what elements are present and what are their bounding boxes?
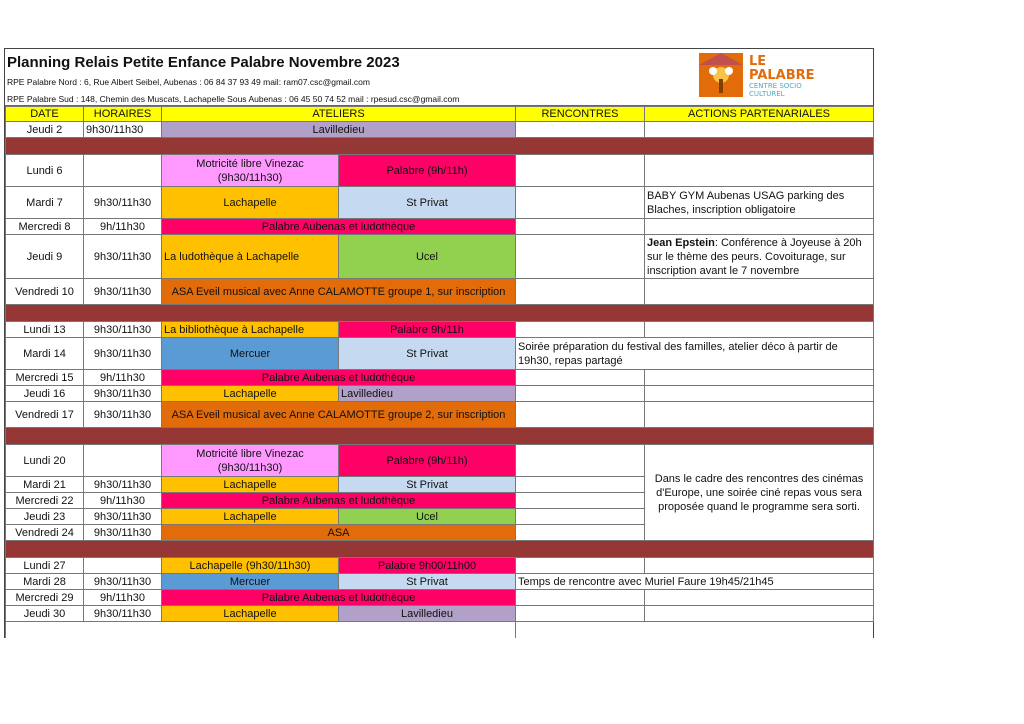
palabre-logo [697,51,827,99]
action-speaker: Jean Epstein [647,236,715,249]
atelier-cell: St Privat [339,187,516,219]
atelier-cell: St Privat [339,338,516,370]
atelier-cell: Lavilledieu [339,606,516,622]
table-row [6,155,874,187]
atelier-cell: Lavilledieu [339,386,516,402]
date-cell: Lundi 20 [6,445,84,477]
header-row [6,107,874,122]
table-row [6,219,874,235]
col-date: DATE [6,107,84,122]
atelier-cell: St Privat [339,477,516,493]
hours-cell: 9h30/11h30 [84,509,162,525]
date-cell: Vendredi 24 [6,525,84,541]
col-horaires: HORAIRES [84,107,162,122]
date-cell: Mardi 14 [6,338,84,370]
hours-cell: 9h30/11h30 [84,279,162,305]
logo-line1: LE [749,54,767,69]
atelier-cell: ASA Eveil musical avec Anne CALAMOTTE groupe 2, sur inscription [162,402,516,428]
date-cell: Jeudi 23 [6,509,84,525]
rencontre-cell: Temps de rencontre avec Muriel Faure 19h45/21h45 [516,574,874,590]
atelier-cell: ASA [162,525,516,541]
week-separator [6,305,874,322]
col-rencontres: RENCONTRES [516,107,645,122]
atelier-cell: Palabre Aubenas et ludothèque [162,219,516,235]
action-cell: BABY GYM Aubenas USAG parking des Blaches, inscription obligatoire [645,187,874,219]
hours-cell: 9h30/11h30 [84,477,162,493]
sheet-header [5,49,873,106]
hours-cell: 9h30/11h30 [84,122,162,138]
table-row [6,187,874,219]
hours-cell: 9h/11h30 [84,590,162,606]
date-cell: Vendredi 10 [6,279,84,305]
hours-cell: 9h30/11h30 [84,338,162,370]
date-cell: Jeudi 9 [6,235,84,279]
hours-cell: 9h/11h30 [84,219,162,235]
atelier-cell: Palabre Aubenas et ludothèque [162,493,516,509]
address-nord: RPE Palabre Nord : 6, Rue Albert Seibel, Aubenas : 06 84 37 93 49 mail: ram07.csc@gmail.com [7,77,370,87]
date-cell: Lundi 6 [6,155,84,187]
atelier-cell: Motricité libre Vinezac (9h30/11h30) [162,445,339,477]
table-row [6,622,874,638]
week-separator [6,138,874,155]
hours-cell: 9h30/11h30 [84,525,162,541]
table-row [6,558,874,574]
atelier-cell: Lachapelle [162,477,339,493]
table-row [6,386,874,402]
atelier-cell: Ucel [339,235,516,279]
atelier-cell: Mercuer [162,338,339,370]
atelier-cell: Palabre (9h/11h) [339,445,516,477]
hours-cell: 9h30/11h30 [84,402,162,428]
atelier-cell: Lachapelle [162,187,339,219]
table-row [6,370,874,386]
atelier-cell: Palabre 9h00/11h00 [339,558,516,574]
atelier-cell: Lachapelle (9h30/11h30) [162,558,339,574]
atelier-cell: Lachapelle [162,509,339,525]
atelier-cell: Lavilledieu [162,122,516,138]
date-cell: Jeudi 2 [6,122,84,138]
table-row [6,122,874,138]
hours-cell: 9h30/11h30 [84,606,162,622]
hours-cell: 9h30/11h30 [84,235,162,279]
table-row [6,322,874,338]
date-cell: Lundi 27 [6,558,84,574]
planning-sheet [4,48,874,638]
logo-line3: CENTRE SOCIO [749,82,802,90]
page-title: Planning Relais Petite Enfance Palabre Novembre 2023 [7,54,400,71]
week-separator [6,541,874,558]
atelier-cell: ASA Eveil musical avec Anne CALAMOTTE groupe 1, sur inscription [162,279,516,305]
date-cell: Mercredi 22 [6,493,84,509]
table-row [6,590,874,606]
atelier-cell: La bibliothèque à Lachapelle [162,322,339,338]
logo-line4: CULTUREL [749,90,785,98]
action-cell [645,235,874,279]
hours-cell: 9h30/11h30 [84,386,162,402]
atelier-cell: La ludothèque à Lachapelle [162,235,339,279]
date-cell: Mardi 21 [6,477,84,493]
date-cell: Mardi 28 [6,574,84,590]
atelier-cell: Palabre 9h/11h [339,322,516,338]
atelier-cell: Ucel [339,509,516,525]
date-cell: Mercredi 29 [6,590,84,606]
atelier-cell: Motricité libre Vinezac (9h30/11h30) [162,155,339,187]
table-row [6,574,874,590]
date-cell: Mercredi 15 [6,370,84,386]
hours-cell: 9h/11h30 [84,493,162,509]
rencontre-cell: Soirée préparation du festival des familles, atelier déco à partir de 19h30, repas partagé [516,338,874,370]
action-text: : Conférence à Joyeuse à 20h sur le thème des peurs. Covoiturage, sur inscription avant le 7 novembre [647,236,862,277]
date-cell: Jeudi 30 [6,606,84,622]
atelier-cell: Palabre Aubenas et ludothèque [162,370,516,386]
table-row [6,402,874,428]
table-row [6,338,874,370]
date-cell: Vendredi 17 [6,402,84,428]
hours-cell: 9h30/11h30 [84,187,162,219]
atelier-cell: Lachapelle [162,606,339,622]
date-cell: Mercredi 8 [6,219,84,235]
action-cell: Dans le cadre des rencontres des cinémas d'Europe, une soirée ciné repas vous sera proposée quand le programme sera sorti. [645,445,874,541]
atelier-cell: Mercuer [162,574,339,590]
date-cell: Lundi 13 [6,322,84,338]
address-sud: RPE Palabre Sud : 148, Chemin des Muscats, Lachapelle Sous Aubenas : 06 45 50 74 52 mail : rpesud.csc@gmail.com [7,94,460,104]
logo-line2: PALABRE [749,68,815,83]
col-ateliers: ATELIERS [162,107,516,122]
table-row [6,606,874,622]
planning-table [5,106,874,638]
date-cell: Mardi 7 [6,187,84,219]
atelier-cell: St Privat [339,574,516,590]
table-row [6,445,874,477]
hours-cell: 9h30/11h30 [84,574,162,590]
hours-cell: 9h30/11h30 [84,322,162,338]
atelier-cell: Palabre (9h/11h) [339,155,516,187]
col-actions: ACTIONS PARTENARIALES [645,107,874,122]
hours-cell: 9h/11h30 [84,370,162,386]
table-row [6,235,874,279]
week-separator [6,428,874,445]
atelier-cell: Palabre Aubenas et ludothèque [162,590,516,606]
table-row [6,279,874,305]
atelier-cell: Lachapelle [162,386,339,402]
date-cell: Jeudi 16 [6,386,84,402]
